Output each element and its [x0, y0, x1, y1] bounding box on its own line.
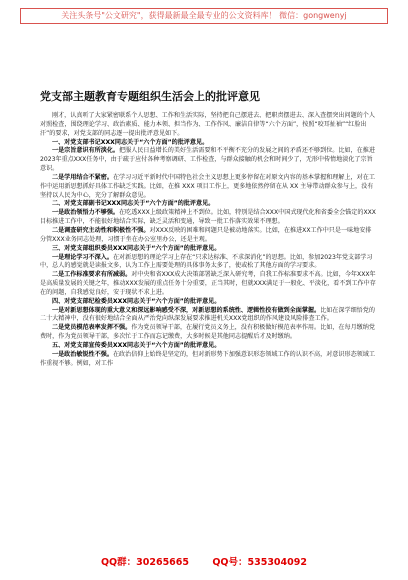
paragraph-text: 在对新思想的理论学习上存在“只求达标准、不求深消化”的思想。比如，参加2023年党支部学习中，总人的感觉就是读报文多，认为工作上需要处理的具体事务太多了，使或松了其他方面的学习要求。 — [40, 253, 373, 270]
section-heading — [40, 342, 376, 351]
paragraph-lead: 一是理论学习不深入。 — [52, 253, 113, 261]
paragraph-text: 比如在深学细悟党的二十大精神中，没有很好地结合全面从严治党向纵深发展要求推进机关XXX党组织的作风建设风险排查工作。 — [40, 306, 375, 323]
paragraph-text: 在政治信仰上始终是坚定的，但对新形势下加强意识形态领域工作的认识不高，对意识形态领域工作重视不够。例如，对工作 — [40, 350, 375, 367]
paragraph-text: 对中央和省XXX成大决策部署缺乏深入研究考，自我工作标准要求不高。比如，今年XXX年是高质量发展的关键之年，推动XXX发展的重点任务十分重要，正当其时，但就XXX满足于一般化、平淡化，看不到工作中存在的问题，自我感觉良好，安于现状不求上进。 — [40, 271, 376, 296]
section-heading — [40, 200, 376, 209]
paragraph-lead: 二是调查研究主动性和积极性不强。 — [52, 226, 150, 234]
paragraph-lead: 一是政治领悟力不够强。 — [52, 209, 120, 217]
top-banner: 关注头条号"公文研究"，获得最新最全最专业的公文资料库！ 微信：gongwenyj — [20, 8, 388, 24]
paragraph-lead: 二是工作标准要求有所减弱。 — [52, 271, 132, 279]
footer-qq-group: QQ群：30265665 — [100, 557, 190, 568]
paragraph — [40, 209, 376, 227]
paragraph-text: 在吃透XXX上级政策精神上不到位。比如，特别是结合XXX中国式现代化和省委全会锚定的XXX目标推进工作中，不能很好地结合实际，缺乏灵活和变通，导致一批工作落实效果不理想。 — [40, 209, 376, 226]
paragraph-lead: 一是政治敏锐性不强。 — [52, 350, 113, 358]
paragraph — [40, 227, 376, 245]
paragraph-text: 在学习习近平新时代中国特色社会主义思想上更多停留在对原文内容的基本掌握和理解上，对在工作中运用新思想抓好具体工作缺乏实践。比如，在推 XXX 项目工作上，更多地依然停留在从 XX 主导带动群众参与上，没有坚持以人民为中心，充分了解群众意见。 — [40, 173, 375, 199]
paragraph — [40, 351, 376, 369]
footer — [0, 554, 408, 568]
paragraph — [40, 174, 376, 201]
paragraph — [40, 254, 376, 272]
paragraph — [40, 112, 376, 139]
paragraph-lead: 一是对新思想体现的重大意义和深远影响感受不深，对新思想的系统性、逻辑性投有做到全面掌握。 — [52, 306, 321, 314]
paragraph-text: 作为党员领导干部，在履行党员义务上，没有积极做好模范表率作用。比如，在每月缴纳党费时，作为党员领导干部，多次忙于工作而忘记缴费，大多时候是其他同志提醒后才及时缴纳。 — [40, 324, 375, 341]
paragraph-lead: 二是学用结合不紧密。 — [52, 173, 113, 181]
paragraph-text: 四、对党支部纪检委员XXX同志关于“六个方面”的批评意见。 — [52, 297, 221, 305]
section-heading — [40, 298, 376, 307]
footer-qq: QQ号：535304092 — [212, 557, 307, 568]
paragraph — [40, 147, 376, 174]
paragraph-text: 五、对党支部宣传委员XXX同志关于“六个方面”的批评意见。 — [52, 341, 221, 349]
paragraph-lead: 二是党员模范表率发挥不强。 — [52, 324, 132, 332]
page-title: 党支部主题教育专题组织生活会上的批评意见 — [40, 90, 260, 103]
paragraph-text: 二、对党支部副书记XXX同志关于“六个方面”的批评意见。 — [52, 200, 215, 208]
paragraph-text: 一、对党支部书记XXX同志关于“六个方面”的批评意见。 — [52, 138, 209, 146]
paragraph-text: 刚才，认真听了大家紧密联系个人思想、工作和生活实际，坚持把自己摆进去、把职责摆进去、深入查摆突出问题的个人对照检查，围绕理论学习、政治素质、能力本领、担当作为、工作作风、廉洁自律等“六个方面”，按照“咬耳扯袖”“红脸出汗”的要求，对党支部的同志逐一提出批评意见如下。 — [40, 112, 375, 137]
document-body — [40, 112, 376, 368]
paragraph-text: 把服人民日益增长的美好生活需要和不平衡不充分的发展之间的矛盾还不够到位。比如，在推进2023年重点XXX任务中，由于疏于应付各种考察调研、工作检查，与群众接触的机会和时间少了，无形中传惰地淡化了宗旨意识。 — [40, 147, 375, 173]
paragraph-text: 三、对党支部组织委员XXX同志关于“六个方面”的批评意见。 — [52, 244, 221, 252]
paragraph-text: 对XXX反映的困难和问题只是被动地落实。比如，在推进XX工作中只是一味地安排分管XXX业务同志处理，习惯于坐在办公室里办公，还是主观。 — [40, 226, 372, 243]
section-heading — [40, 245, 376, 254]
paragraph-lead: 一是宗旨意识有所淡化。 — [52, 147, 120, 155]
paragraph — [40, 271, 376, 298]
paragraph — [40, 324, 376, 342]
paragraph — [40, 307, 376, 325]
